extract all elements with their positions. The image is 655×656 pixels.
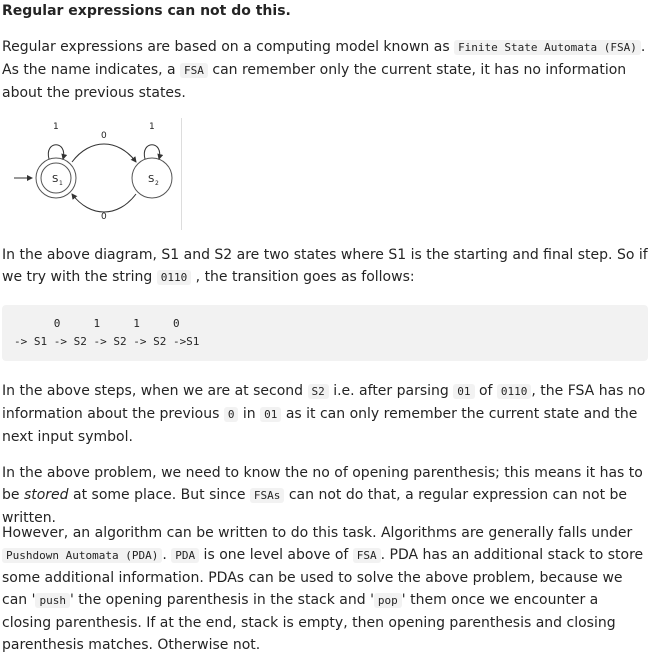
loop-s1 [48, 145, 63, 159]
paragraph-diagram-explanation: In the above diagram, S1 and S2 are two states where S1 is the starting and final step. So if we try with the string 0110 , the transition goes as follows: [2, 247, 648, 285]
paragraph-steps: In the above steps, when we are at second S2 i.e. after parsing 01 of 0110 , the FSA has no information about the previous 0 in 01 as it can only remember the current state and the next input symbol. [2, 383, 646, 445]
state-s2-label: S [148, 174, 155, 185]
code-line: 0 1 1 0 [14, 317, 180, 330]
fsa-diagram [2, 118, 182, 232]
inline-code: FSA [353, 548, 381, 563]
inline-code: pop [374, 593, 402, 608]
state-s1-subscript: 1 [59, 180, 63, 187]
loop-s2-label: 1 [149, 122, 155, 132]
inline-code: Pushdown Automata (PDA) [2, 548, 162, 563]
inline-code: 0 [224, 407, 239, 422]
inline-code: 0110 [157, 270, 192, 285]
loop-s2 [144, 145, 159, 159]
code-line: -> S1 -> S2 -> S2 -> S2 ->S1 [14, 335, 200, 348]
code-block [2, 305, 648, 361]
paragraph-pda: However, an algorithm can be written to do this task. Algorithms are generally falls under Pushdown Automata (PDA) . PDA is one level above of FSA . PDA has an additional stack to store some additional information. PDAs can be used to solve the above problem, because we can ' push ' the opening parenthesis in the stack and ' pop ' them once we encounter a closing parenthesis. If at the end, stack is empty, then opening parenthesis and closing parenthesis matches. Otherwise not. [2, 525, 644, 653]
state-s1-label: S [52, 174, 59, 185]
loop-s1-label: 1 [53, 122, 59, 132]
diagram-divider [181, 118, 182, 230]
inline-code: PDA [171, 548, 199, 563]
transition-s2-s1 [72, 194, 136, 212]
inline-code: S2 [308, 384, 329, 399]
state-s2-subscript: 2 [155, 180, 159, 187]
inline-code: FSA [180, 63, 208, 78]
transition-s2-s1-label: 0 [101, 212, 107, 222]
emphasis: stored [23, 487, 69, 503]
inline-code: FSAs [250, 488, 285, 503]
inline-code: Finite State Automata (FSA) [454, 40, 641, 55]
paragraph-fsa-intro: Regular expressions are based on a computing model known as Finite State Automata (FSA) . As the name indicates, a FSA can remember only the current state, it has no information about the previous states. [2, 39, 646, 101]
inline-code: 0110 [497, 384, 532, 399]
paragraph-problem: In the above problem, we need to know the no of opening parenthesis; this means it has to be stored at some place. But since FSAs can not do that, a regular expression can not be written. [2, 465, 643, 526]
section-heading: Regular expressions can not do this. [2, 3, 291, 19]
inline-code: 01 [453, 384, 474, 399]
inline-code: 01 [260, 407, 281, 422]
fsa-diagram-svg [2, 118, 182, 232]
inline-code: push [35, 593, 70, 608]
transition-s1-s2-label: 0 [101, 131, 107, 141]
transition-s1-s2 [72, 144, 136, 162]
